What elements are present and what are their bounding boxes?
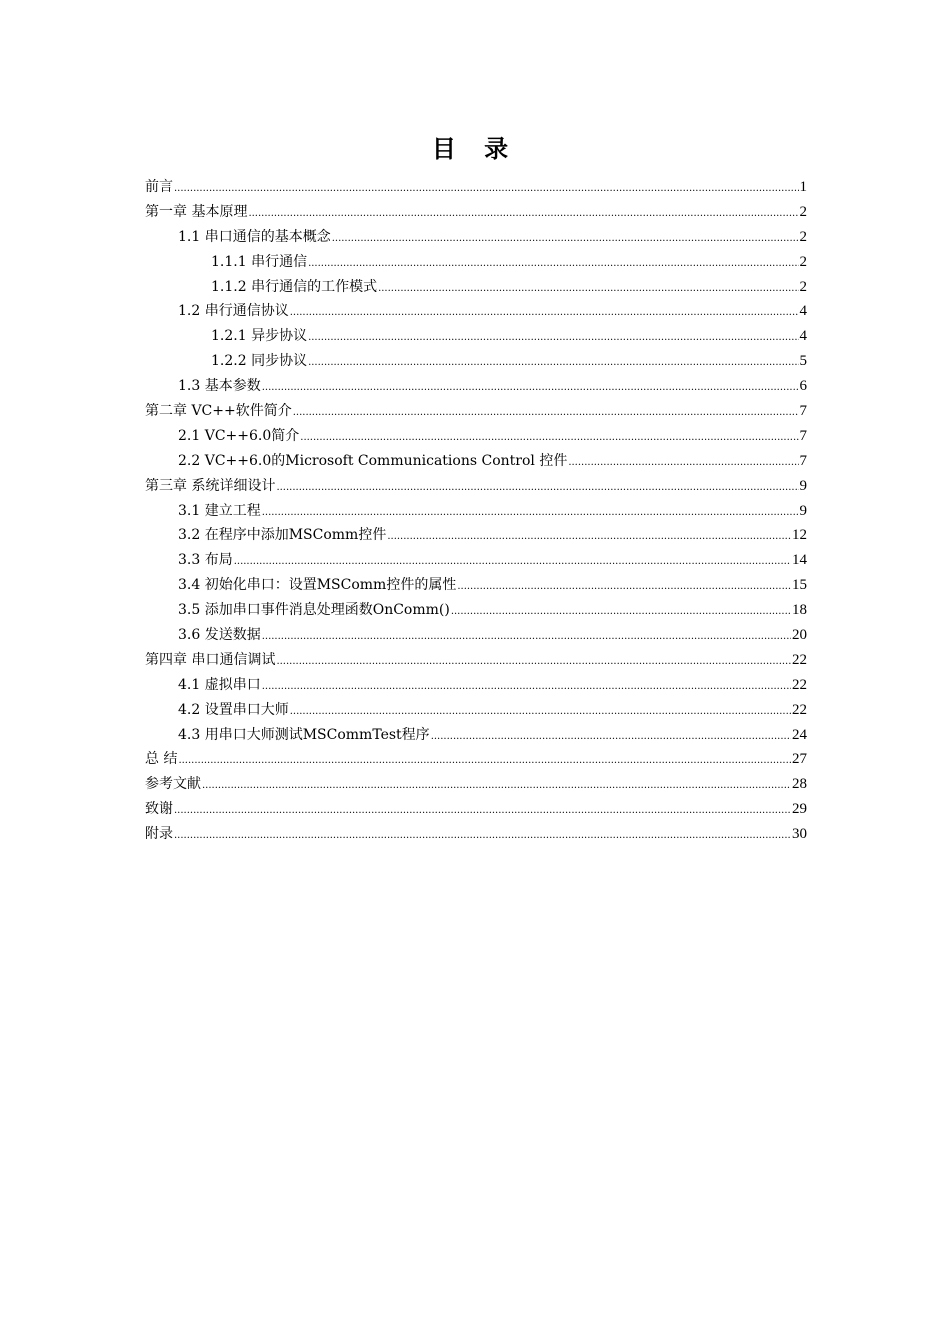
toc-leader-dots bbox=[248, 202, 798, 227]
toc-entry-label: 3.1 建立工程 bbox=[178, 502, 261, 519]
toc-entry-label: 第四章 串口通信调试 bbox=[145, 651, 276, 668]
toc-entry-label: 3.2 在程序中添加MSComm控件 bbox=[178, 527, 387, 544]
toc-leader-dots bbox=[262, 501, 799, 526]
toc-leader-dots bbox=[174, 177, 799, 202]
toc-entry[interactable] bbox=[145, 275, 807, 300]
toc-entry[interactable] bbox=[145, 648, 807, 673]
toc-entry-label: 1.2.2 同步协议 bbox=[211, 353, 308, 370]
toc-leader-dots bbox=[178, 749, 791, 774]
toc-entry[interactable] bbox=[145, 548, 807, 573]
toc-entry-page: 5 bbox=[799, 353, 807, 370]
toc-entry-label: 附录 bbox=[145, 826, 173, 843]
toc-entry[interactable] bbox=[145, 324, 807, 349]
toc-entry[interactable] bbox=[145, 250, 807, 275]
toc-entry-page: 18 bbox=[792, 602, 807, 619]
toc-leader-dots bbox=[568, 451, 798, 476]
toc-entry-page: 20 bbox=[792, 627, 807, 644]
page-title: 目 录 bbox=[431, 135, 519, 163]
toc-leader-dots bbox=[174, 824, 791, 849]
toc-entry-page: 7 bbox=[799, 403, 807, 420]
toc-leader-dots bbox=[387, 525, 791, 550]
toc-entry-label: 4.1 虚拟串口 bbox=[178, 676, 261, 693]
toc-entry-label: 4.3 用串口大师测试MSCommTest程序 bbox=[178, 726, 430, 743]
toc-entry-page: 4 bbox=[799, 328, 807, 345]
toc-entry-page: 30 bbox=[792, 826, 807, 843]
toc-entry-label: 2.2 VC++6.0的Microsoft Communications Control 控件 bbox=[178, 452, 568, 469]
toc-entry[interactable] bbox=[145, 225, 807, 250]
toc-entry-label: 4.2 设置串口大师 bbox=[178, 701, 289, 718]
toc-entry[interactable] bbox=[145, 349, 807, 374]
toc-leader-dots bbox=[276, 476, 798, 501]
toc-entry-label: 致谢 bbox=[145, 801, 173, 818]
toc-entry-page: 4 bbox=[799, 303, 807, 320]
toc-entry-page: 28 bbox=[792, 776, 807, 793]
toc-leader-dots bbox=[308, 351, 798, 376]
toc-entry[interactable] bbox=[145, 474, 807, 499]
toc-entry-label: 1.2.1 异步协议 bbox=[211, 328, 308, 345]
toc-entry[interactable] bbox=[145, 374, 807, 399]
toc-entry-page: 9 bbox=[799, 477, 807, 494]
toc-leader-dots bbox=[262, 376, 799, 401]
toc-entry-page: 6 bbox=[799, 378, 807, 395]
toc-entry[interactable] bbox=[145, 772, 807, 797]
toc-entry-label: 第二章 VC++软件简介 bbox=[145, 403, 292, 420]
toc-entry[interactable] bbox=[145, 598, 807, 623]
table-of-contents bbox=[145, 175, 807, 847]
toc-entry-page: 29 bbox=[792, 801, 807, 818]
toc-entry-label: 1.1.1 串行通信 bbox=[211, 253, 308, 270]
toc-entry-page: 27 bbox=[792, 751, 807, 768]
toc-entry-page: 24 bbox=[792, 726, 807, 743]
toc-entry-label: 前言 bbox=[145, 179, 173, 195]
toc-entry-page: 2 bbox=[799, 253, 807, 270]
toc-entry[interactable] bbox=[145, 623, 807, 648]
toc-entry[interactable] bbox=[145, 299, 807, 324]
toc-entry-label: 3.6 发送数据 bbox=[178, 627, 261, 644]
toc-entry[interactable] bbox=[145, 747, 807, 772]
toc-leader-dots bbox=[262, 625, 791, 650]
toc-entry[interactable] bbox=[145, 797, 807, 822]
toc-leader-dots bbox=[300, 426, 798, 451]
toc-entry[interactable] bbox=[145, 673, 807, 698]
toc-entry[interactable] bbox=[145, 424, 807, 449]
toc-entry-label: 3.3 布局 bbox=[178, 552, 233, 569]
toc-entry-page: 1 bbox=[799, 179, 807, 195]
toc-entry[interactable] bbox=[145, 822, 807, 847]
toc-leader-dots bbox=[202, 774, 791, 799]
toc-entry-label: 第三章 系统详细设计 bbox=[145, 477, 276, 494]
toc-leader-dots bbox=[262, 675, 791, 700]
toc-leader-dots bbox=[332, 227, 799, 252]
toc-entry[interactable] bbox=[145, 449, 807, 474]
toc-entry-page: 22 bbox=[792, 701, 807, 718]
toc-entry[interactable] bbox=[145, 573, 807, 598]
toc-entry-page: 7 bbox=[799, 452, 807, 469]
toc-entry-page: 12 bbox=[792, 527, 807, 544]
toc-entry-page: 14 bbox=[792, 552, 807, 569]
toc-entry-label: 1.1 串口通信的基本概念 bbox=[178, 228, 331, 245]
toc-entry[interactable] bbox=[145, 175, 807, 200]
toc-entry-page: 15 bbox=[792, 577, 807, 594]
toc-entry-page: 2 bbox=[799, 228, 807, 245]
toc-leader-dots bbox=[308, 326, 798, 351]
toc-entry-label: 1.1.2 串行通信的工作模式 bbox=[211, 278, 378, 295]
toc-entry-page: 7 bbox=[799, 427, 807, 444]
toc-leader-dots bbox=[290, 301, 799, 326]
toc-leader-dots bbox=[234, 550, 791, 575]
toc-entry-label: 1.2 串行通信协议 bbox=[178, 303, 289, 320]
toc-leader-dots bbox=[174, 799, 791, 824]
toc-entry[interactable] bbox=[145, 399, 807, 424]
toc-leader-dots bbox=[276, 650, 791, 675]
toc-leader-dots bbox=[431, 725, 791, 750]
toc-entry[interactable] bbox=[145, 698, 807, 723]
toc-entry-label: 参考文献 bbox=[145, 776, 201, 793]
toc-entry[interactable] bbox=[145, 523, 807, 548]
toc-entry-label: 3.4 初始化串口：设置MSComm控件的属性 bbox=[178, 577, 457, 594]
toc-entry-page: 22 bbox=[792, 676, 807, 693]
toc-entry-page: 22 bbox=[792, 651, 807, 668]
toc-entry-page: 2 bbox=[799, 203, 807, 220]
toc-entry-page: 9 bbox=[799, 502, 807, 519]
toc-leader-dots bbox=[378, 277, 798, 302]
toc-leader-dots bbox=[293, 401, 799, 426]
toc-entry[interactable] bbox=[145, 200, 807, 225]
toc-entry-label: 第一章 基本原理 bbox=[145, 203, 248, 220]
toc-leader-dots bbox=[308, 252, 798, 277]
toc-entry-label: 总 结 bbox=[145, 751, 178, 768]
toc-entry-label: 1.3 基本参数 bbox=[178, 378, 261, 395]
toc-leader-dots bbox=[451, 600, 791, 625]
toc-entry[interactable] bbox=[145, 499, 807, 524]
toc-leader-dots bbox=[290, 700, 791, 725]
toc-entry-label: 2.1 VC++6.0简介 bbox=[178, 427, 300, 444]
toc-leader-dots bbox=[457, 575, 791, 600]
toc-entry[interactable] bbox=[145, 723, 807, 748]
toc-entry-label: 3.5 添加串口事件消息处理函数OnComm() bbox=[178, 602, 450, 619]
toc-entry-page: 2 bbox=[799, 278, 807, 295]
